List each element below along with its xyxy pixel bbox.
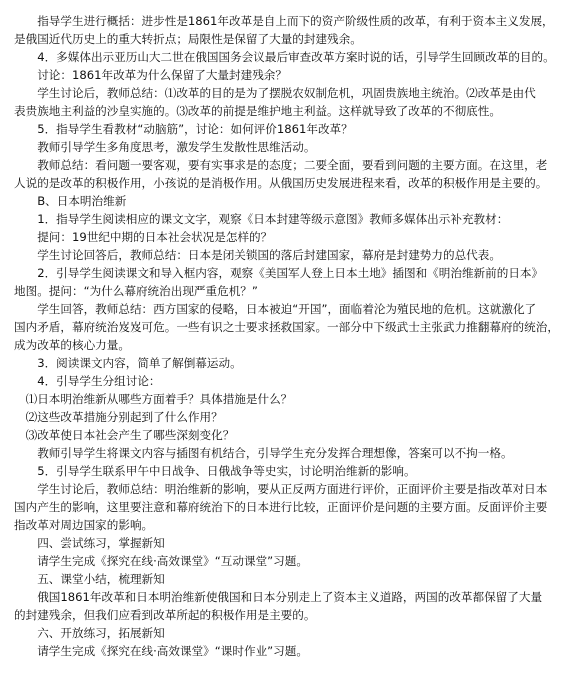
document-line: 四、尝试练习，掌握新知 xyxy=(14,536,165,550)
document-line: 学生讨论后，教师总结：⑴改革的目的是为了摆脱农奴制危机，巩固贵族地主统治。⑵改革是由代 xyxy=(14,86,536,100)
document-line: 六、开放练习，拓展新知 xyxy=(14,626,165,640)
document-line: 是俄国近代历史上的重大转折点；局限性是保留了大量的封建残余。 xyxy=(14,32,362,46)
document-line: 请学生完成《探究在线·高效课堂》“课时作业”习题。 xyxy=(14,644,308,658)
document-line: 学生回答，教师总结：西方国家的侵略，日本被迫“开国”，面临着沦为殖民地的危机。这就激化了 xyxy=(14,302,537,316)
document-line: 国内产生的影响，这里要注意和幕府统治下的日本进行比较，正面评价是问题的主要方面。反面评价主要 xyxy=(14,500,548,514)
document-line: 俄国1861年改革和日本明治维新使俄国和日本分别走上了资本主义道路，两国的改革都保留了大量 xyxy=(14,590,543,604)
document-line: 学生讨论回答后，教师总结：日本是闭关锁国的落后封建国家，幕府是封建势力的总代表。 xyxy=(14,248,501,262)
document-line: 学生讨论后，教师总结：明治维新的影响，要从正反两方面进行评价，正面评价主要是指改革对日本 xyxy=(14,482,548,496)
document-line: 5．指导学生看教材“动脑筋”，讨论：如何评价1861年改革？ xyxy=(14,122,353,136)
document-line: 国内矛盾，幕府统治岌岌可危。一些有识之士要求拯救国家。一部分中下级武士主张武力推翻幕府的统治， xyxy=(14,320,559,334)
document-line: 表贵族地主利益的沙皇实施的。⑶改革的前提是维护地主利益。这样就导致了改革的不彻底性。 xyxy=(14,104,501,118)
document-line: 地图。提问：“为什么幕府统治出现严重危机？” xyxy=(14,284,258,298)
document-line: 讨论：1861年改革为什么保留了大量封建残余？ xyxy=(14,68,287,82)
document-line: B、日本明治维新 xyxy=(14,194,127,208)
document-line: 3．阅读课文内容，简单了解倒幕运动。 xyxy=(14,356,242,370)
document-line: 1．指导学生阅读相应的课文文字，观察《日本封建等级示意图》教师多媒体出示补充教材： xyxy=(14,212,509,226)
document-line: 提问：19世纪中期的日本社会状况是怎样的？ xyxy=(14,230,273,244)
document-line: 请学生完成《探究在线·高效课堂》“互动课堂”习题。 xyxy=(14,554,308,568)
document-line: ⑴日本明治维新从哪些方面着手？具体措施是什么？ xyxy=(14,392,293,406)
document-line: 5．引导学生联系甲午中日战争、日俄战争等史实，讨论明治维新的影响。 xyxy=(14,464,416,478)
document-line: 五、课堂小结，梳理新知 xyxy=(14,572,165,586)
document-line: 人说的是改革的积极作用，小孩说的是消极作用。从俄国历史发展进程来看，改革的积极作用是主要的。 xyxy=(14,176,548,190)
document-line: 指导学生进行概括：进步性是1861年改革是自上而下的资产阶级性质的改革，有利于资本主义发展， xyxy=(14,14,554,28)
document-line: 4．多媒体出示亚历山大二世在俄国国务会议最后审查改革方案时说的话，引导学生回顾改革的目的。 xyxy=(14,50,555,64)
document-line: ⑵这些改革措施分别起到了什么作用？ xyxy=(14,410,223,424)
document-line: ⑶改革使日本社会产生了哪些深刻变化？ xyxy=(14,428,235,442)
document-line: 教师引导学生多角度思考，激发学生发散性思维活动。 xyxy=(14,140,316,154)
document-line: 成为改革的核心力量。 xyxy=(14,338,130,352)
document-line: 教师引导学生将课文内容与插图有机结合，引导学生充分发挥合理想像，答案可以不拘一格。 xyxy=(14,446,513,460)
document-line: 指改革对周边国家的影响。 xyxy=(14,518,154,532)
document-line: 4．引导学生分组讨论： xyxy=(14,374,161,388)
document-line: 2．引导学生阅读课文和导入框内容，观察《美国军人登上日本土地》插图和《明治维新前的日本》 xyxy=(14,266,544,280)
document-line: 的封建残余，但我们应看到改革所起的积极作用是主要的。 xyxy=(14,608,316,622)
document-line: 教师总结：看问题一要客观，要有实事求是的态度；二要全面，要看到问题的主要方面。在这里，老 xyxy=(14,158,548,172)
